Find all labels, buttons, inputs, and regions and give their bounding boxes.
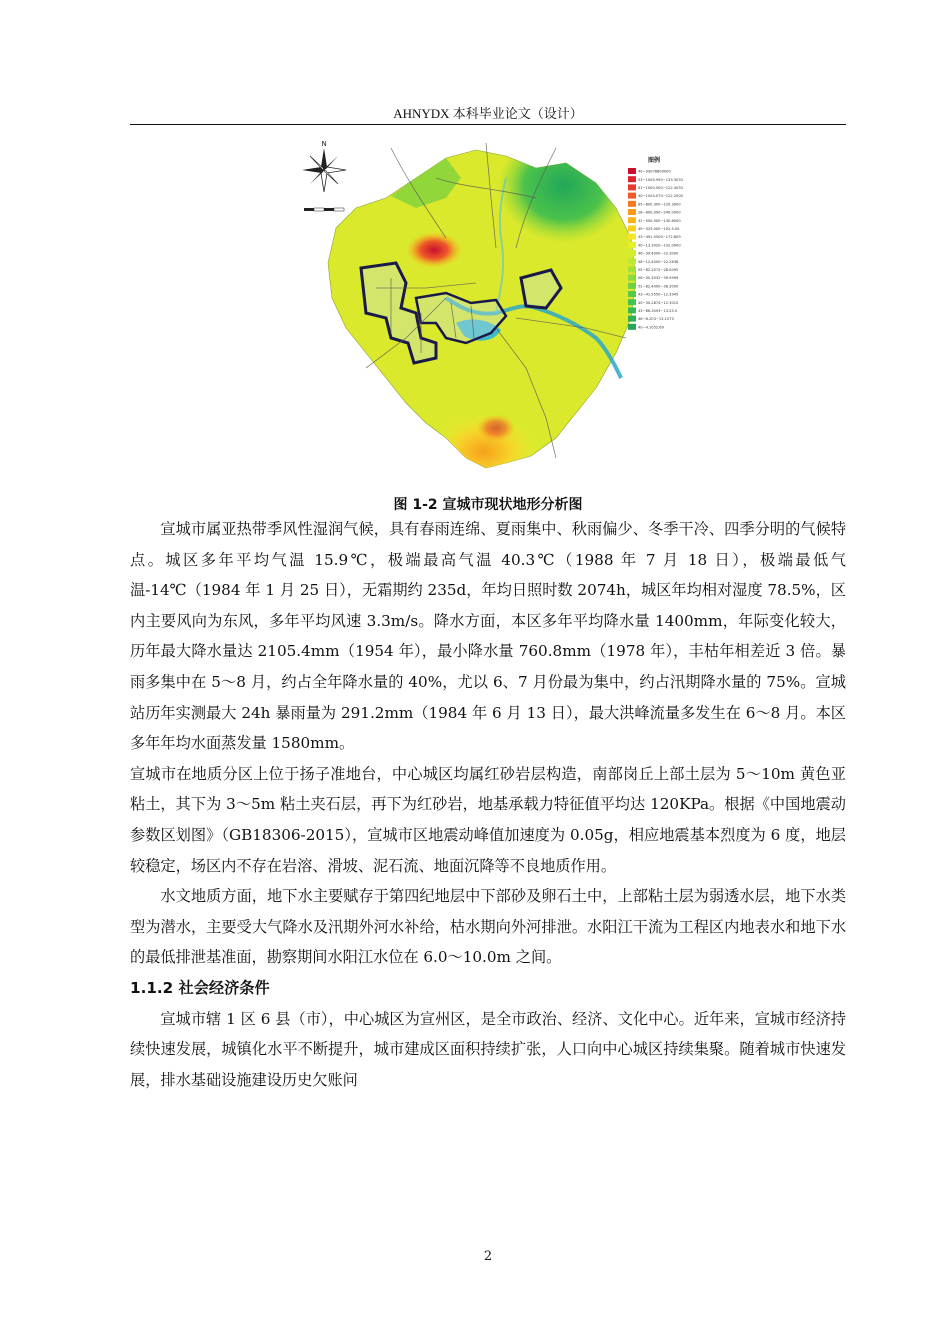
page-header: AHNYDX 本科毕业论文（设计） xyxy=(393,106,583,121)
paragraph-geology: 宣城市在地质分区上位于扬子准地台，中心城区均属红砂岩层构造，南部岗丘上部土层为 5～10m 黄色亚粘土，其下为 3～5m 粘土夹石层，再下为红砂岩，地基承载力特征值平均达 120KPa。根据《中国地震动参数区划图》（GB18306-2015），宣城市区地震动峰值加速度为 0.05g，相应地震基本烈度为 6 度，地层较稳定，场区内不存在岩溶、滑坡、泥石流、地面沉降等不良地质作用。 xyxy=(130,764,846,875)
legend-label: 40~93078800000 xyxy=(638,169,671,174)
paragraph-socioeconomic: 宣城市辖 1 区 6 县（市），中心城区为宣州区，是全市政治、经济、文化中心。近年来，宣城市经济持续快速发展，城镇化水平不断提升，城市建成区面积持续扩张，人口向中心城区持续集聚。随着城市快速发展，排水基础设施建设历史欠账问 xyxy=(130,1009,846,1089)
legend-label: 85~600.300~120.3000 xyxy=(638,202,681,207)
paragraph-climate: 宣城市属亚热带季风性湿润气候，具有春雨连绵、夏雨集中、秋雨偏少、冬季干冷、四季分明的气候特点。城区多年平均气温 15.9℃，极端最高气温 40.3℃（1988 年 7 月 18 日），极端最低气温-14℃（1984 年 1 月 25 日），无霜期约 235d，年均日照时数 2074h，城区年均相对湿度 78.5%，区内主要风向为东风，多年平均风速 3.3m/s。降水方面，本区多年平均降水量 1400mm，年际变化较大，历年最大降水量达 2105.4mm（1954 年），最小降水量 760.8mm（1978 年），丰枯年相差近 3 倍。暴雨多集中在 5～8 月，约占全年降水量的 40%，尤以 6、7 月份最为集中，约占汛期降水量的 75%。宣城站历年实测最大 24h 暴雨量为 291.2mm（1984 年 6 月 13 日），最大洪峰流量多发生在 6～8 月。本区多年年均水面蒸发量 1580mm。 xyxy=(130,520,846,753)
legend-label: 48~12.4000~22.2636 xyxy=(638,259,679,264)
legend-swatch xyxy=(628,299,636,305)
map-legend xyxy=(628,156,684,330)
section-heading: 1.1.2 社会经济条件 xyxy=(130,978,270,997)
legend-swatch xyxy=(628,242,636,248)
figure-caption: 图 1-2 宣城市现状地形分析图 xyxy=(393,497,583,513)
terrain-peak-south xyxy=(476,414,516,442)
legend-label: 40~13.3920~132.0000 xyxy=(638,243,681,248)
legend-swatch xyxy=(628,234,636,240)
terrain-map xyxy=(296,138,716,486)
legend-label: 49~323.000~102.5.00 xyxy=(638,227,680,231)
legend-swatch xyxy=(628,250,636,256)
legend-swatch xyxy=(628,275,636,281)
legend-swatch xyxy=(628,225,636,231)
legend-label: 53~1005.950~133.3033 xyxy=(638,177,683,182)
legend-swatch xyxy=(628,184,636,190)
legend-label: 46~6.203~13.1573 xyxy=(638,317,674,322)
legend-swatch xyxy=(628,283,636,289)
legend-swatch xyxy=(628,258,636,264)
legend-label: 06~30.3032~39.9999 xyxy=(638,276,679,281)
legend-label: 43~491.5500~172.809 xyxy=(638,235,681,240)
scale-bar xyxy=(304,208,344,211)
legend-label: 43~41.5550~12.3945 xyxy=(638,292,679,297)
body-text xyxy=(130,514,846,1095)
legend-label: 61~1000.500~122.3033 xyxy=(638,186,683,190)
legend-swatch xyxy=(628,193,636,199)
legend-swatch xyxy=(628,316,636,322)
compass-rose-icon xyxy=(302,140,346,192)
legend-swatch xyxy=(628,291,636,297)
compass-north-label: N xyxy=(321,140,327,148)
legend-label: 40~1043.070~122.2000 xyxy=(638,194,683,199)
legend-swatch xyxy=(628,217,636,223)
legend-label: 55~82.2072~28.0095 xyxy=(638,268,679,272)
terrain-peak xyxy=(406,232,462,268)
legend-swatch xyxy=(628,168,636,174)
legend-label: 28~600.090~240.0000 xyxy=(638,210,681,215)
paragraph-hydrogeology: 水文地质方面，地下水主要赋存于第四纪地层中下部砂及卵石土中，上部粘土层为弱透水层，地下水类型为潜水，主要受大气降水及汛期外河水补给，枯水期向外河排泄。水阳江干流为工程区内地表水和地下水的最低排泄基准面，勘察期间水阳江水位在 6.0～10.0m 之间。 xyxy=(130,887,846,967)
legend-label: 52~82.4000~38.3000 xyxy=(638,284,679,289)
legend-title: 图例 xyxy=(648,157,661,164)
legend-label: 40~4.1052.69 xyxy=(638,325,664,330)
legend-label: 40~30.2874~12.3015 xyxy=(638,300,679,305)
legend-label: 43~86.3093~13.25.5 xyxy=(638,309,678,313)
legend-label: 46~39.4000~22.3000 xyxy=(638,251,679,256)
legend-label: 32~500.500~130.6000 xyxy=(638,218,681,223)
legend-swatch xyxy=(628,176,636,182)
page-number: 2 xyxy=(483,1249,493,1264)
legend-swatch xyxy=(628,209,636,215)
legend-swatch xyxy=(628,201,636,207)
legend-swatch xyxy=(628,324,636,330)
legend-swatch xyxy=(628,266,636,272)
terrain-map-figure xyxy=(296,138,716,486)
legend-swatch xyxy=(628,307,636,313)
header-rule xyxy=(130,124,846,125)
